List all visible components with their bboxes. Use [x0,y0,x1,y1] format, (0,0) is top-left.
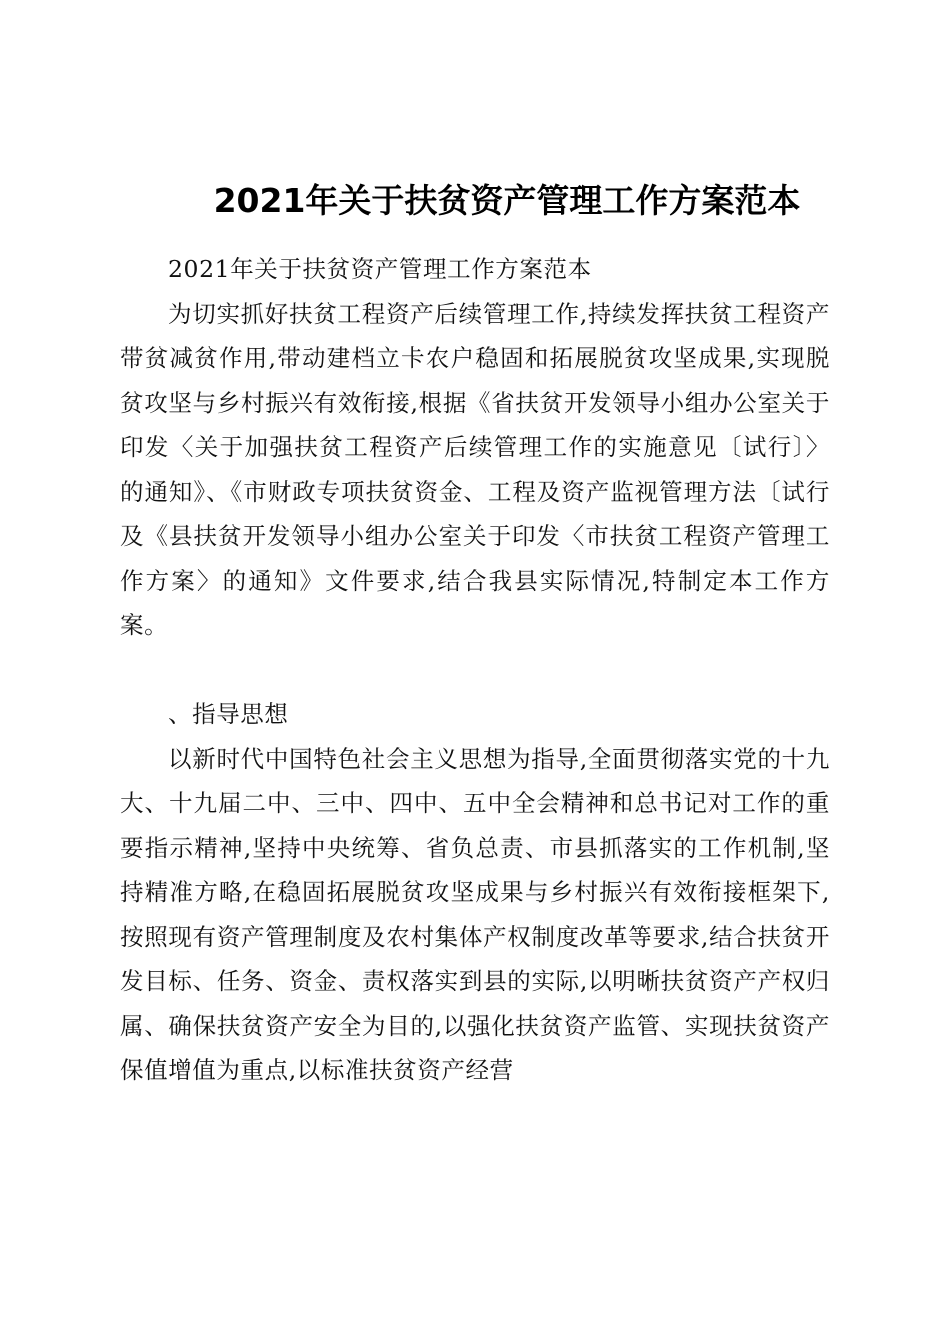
section-paragraph: 以新时代中国特色社会主义思想为指导,全面贯彻落实党的十九大、十九届二中、三中、四中、五中全会精神和总书记对工作的重要指示精神,坚持中央统筹、省负总责、市县抓落实的工作机制,坚持精准方略,在稳固拓展脱贫攻坚成果与乡村振兴有效衔接框架下,按照现有资产管理制度及农村集体产权制度改革等要求,结合扶贫开发目标、任务、资金、责权落实到县的实际,以明晰扶贫资产产权归属、确保扶贫资产安全为目的,以强化扶贫资产监管、实现扶贫资产保值增值为重点,以标准扶贫资产经营 [120,744,831,1084]
document-body [120,247,830,1093]
document-title: 2021年关于扶贫资产管理工作方案范本 [213,181,801,220]
section-heading: 、指导思想 [168,700,289,728]
paragraph-spacer [120,648,830,693]
intro-paragraph: 为切实抓好扶贫工程资产后续管理工作,持续发挥扶贫工程资产带贫减贫作用,带动建档立卡农户稳固和拓展脱贫攻坚成果,实现脱贫攻坚与乡村振兴有效衔接,根据《省扶贫开发领导小组办公室关于印发〈关于加强扶贫工程资产后续管理工作的实施意见〔试行〕〉的通知》、《市财政专项扶贫资金、工程及资产监视管理方法〔试行及《县扶贫开发领导小组办公室关于印发〈市扶贫工程资产管理工作方案〉的通知》文件要求,结合我县实际情况,特制定本工作方案。 [120,299,830,639]
document-subtitle: 2021年关于扶贫资产管理工作方案范本 [168,255,592,283]
